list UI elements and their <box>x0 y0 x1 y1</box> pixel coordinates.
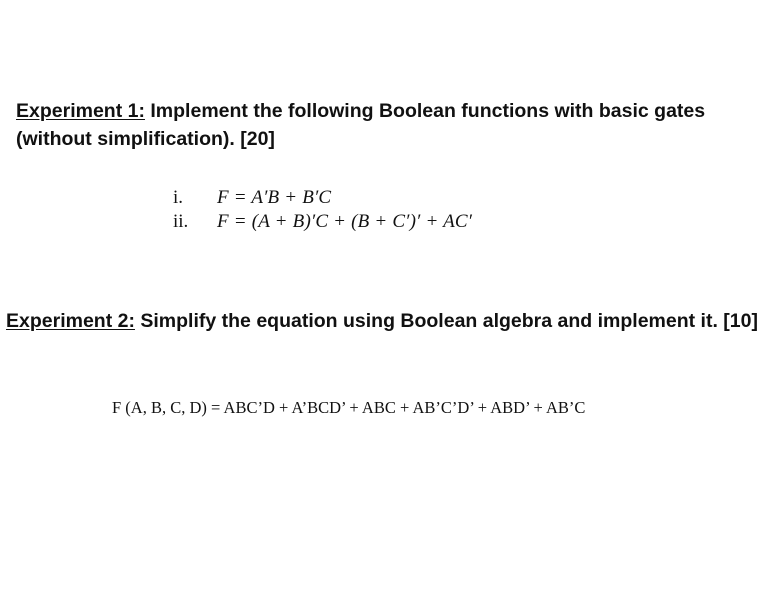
experiment-1-title-line <box>16 97 756 125</box>
equation-number: ii. <box>173 211 189 232</box>
equation-item-i <box>173 186 472 210</box>
equation-text: F = A′B + B′C <box>217 187 332 208</box>
experiment-2-heading: Experiment 2: <box>6 310 135 332</box>
equation-text: F = (A + B)′C + (B + C′)′ + AC′ <box>217 211 473 232</box>
experiment-1-block <box>16 97 756 153</box>
experiment-2-equation: F (A, B, C, D) = ABC’D + A’BCD’ + ABC + AB’C’D’ + ABD’ + AB’C <box>112 398 586 417</box>
experiment-2-instruction: Simplify the equation using Boolean algebra and implement it. [10] <box>134 310 758 332</box>
experiment-1-equation-list <box>173 186 472 234</box>
experiment-1-instruction-continued: (without simplification). [20] <box>16 128 275 150</box>
equation-number: i. <box>173 187 184 208</box>
experiment-1-heading: Experiment 1: <box>16 100 145 122</box>
experiment-2-title-line <box>6 307 758 335</box>
equation-item-ii <box>173 210 472 234</box>
experiment-1-instruction: Implement the following Boolean functions with basic gates <box>144 100 706 122</box>
